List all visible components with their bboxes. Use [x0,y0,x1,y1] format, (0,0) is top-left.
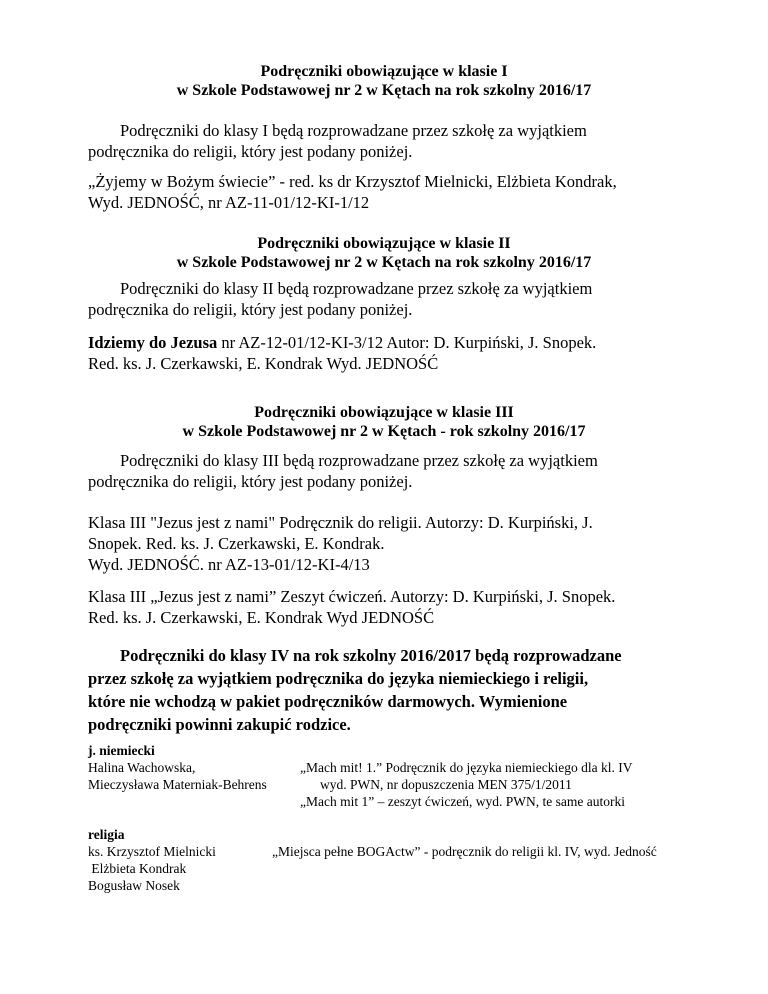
section1-book: „Żyjemy w Bożym świecie” - red. ks dr Krzysztof Mielnicki, Elżbieta Kondrak, Wyd. JEDNOŚĆ, nr AZ-11-01/12-KI-1/12 [88,172,617,212]
religion-authors: religia ks. Krzysztof Mielnicki Elżbieta Kondrak Bogusław Nosek [88,827,216,893]
section3-title-line2: w Szkole Podstawowej nr 2 w Kętach - rok szkolny 2016/17 [182,423,586,440]
section2-title-line1: Podręczniki obowiązujące w klasie II [257,235,511,252]
german-authors: j. niemiecki Halina Wachowska, Mieczysława Materniak-Behrens [88,743,267,792]
section2-intro: Podręczniki do klasy II będą rozprowadzane przez szkołę za wyjątkiem podręcznika do religii, który jest podany poniżej. [88,279,593,319]
religion-subject: religia [88,827,125,842]
section3-title [0,403,768,441]
section1-title-line1: Podręczniki obowiązujące w klasie I [260,63,508,80]
section2-title [0,234,768,272]
religion-books: „Miejsca pełne BOGActw” - podręcznik do religii kl. IV, wyd. Jedność [272,844,657,859]
section1-intro: Podręczniki do klasy I będą rozprowadzane przez szkołę za wyjątkiem podręcznika do religii, który jest podany poniżej. [88,121,587,161]
section3-title-line1: Podręczniki obowiązujące w klasie III [254,404,514,421]
section3-intro: Podręczniki do klasy III będą rozprowadzane przez szkołę za wyjątkiem podręcznika do religii, który jest podany poniżej. [88,451,598,491]
section2-title-line2: w Szkole Podstawowej nr 2 w Kętach na rok szkolny 2016/17 [176,254,592,271]
section2-book: Idziemy do Jezusa nr AZ-12-01/12-KI-3/12 Autor: D. Kurpiński, J. Snopek. Red. ks. J. Czerkawski, E. Kondrak Wyd. JEDNOŚĆ [88,333,597,373]
section2-book-title: Idziemy do Jezusa [88,333,218,352]
section1-title-line2: w Szkole Podstawowej nr 2 w Kętach na rok szkolny 2016/17 [176,82,592,99]
section3-book1: Klasa III "Jezus jest z nami" Podręcznik do religii. Autorzy: D. Kurpiński, J. Snopek. Red. ks. J. Czerkawski, E. Kondrak. Wyd. JEDNOŚĆ. nr AZ-13-01/12-KI-4/13 [88,513,593,574]
section3-book2: Klasa III „Jezus jest z nami” Zeszyt ćwiczeń. Autorzy: D. Kurpiński, J. Snopek. Red. ks. J. Czerkawski, E. Kondrak Wyd JEDNOŚĆ [88,587,616,627]
german-books: „Mach mit! 1.” Podręcznik do języka niemieckiego dla kl. IV wyd. PWN, nr dopuszczenia MEN 375/1/2011 „Mach mit 1” – zeszyt ćwiczeń, wyd. PWN, te same autorki [300,760,633,809]
german-subject: j. niemiecki [88,743,155,758]
section1-title [0,62,768,100]
section4-notice: Podręczniki do klasy IV na rok szkolny 2016/2017 będą rozprowadzane przez szkołę za wyjątkiem podręcznika do języka niemieckiego i religii, które nie wchodzą w pakiet podręczników darmowych. Wymienione podręczniki powinni zakupić rodzice. [88,646,622,734]
